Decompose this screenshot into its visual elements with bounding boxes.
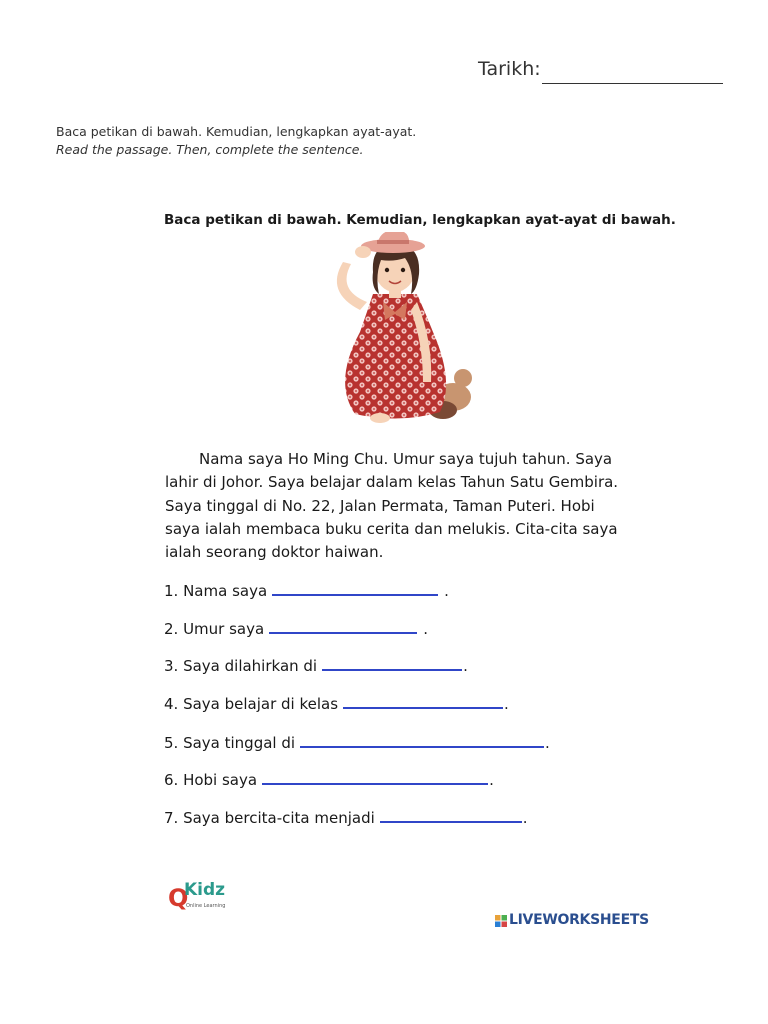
answer-blank-3[interactable]: [322, 655, 462, 671]
girl-illustration: [305, 232, 485, 427]
instruction-english: Read the passage. Then, complete the sentence.: [56, 142, 364, 157]
question-end: .: [423, 620, 428, 638]
qkidz-logo-name: Kidz: [184, 880, 226, 900]
question-7: [164, 807, 528, 827]
passage-line: lahir di Johor. Saya belajar dalam kelas Tahun Satu Gembira.: [165, 473, 619, 492]
question-1: [164, 580, 449, 600]
reading-passage: [165, 448, 619, 564]
answer-blank-2[interactable]: [269, 618, 417, 634]
question-text: 1. Nama saya: [164, 582, 268, 600]
question-text: 4. Saya belajar di kelas: [164, 695, 339, 713]
passage-line: saya ialah membaca buku cerita dan melukis. Cita-cita saya: [165, 519, 618, 538]
qkidz-logo: [168, 880, 238, 912]
question-5: [164, 732, 550, 752]
answer-blank-5[interactable]: [300, 732, 544, 748]
question-3: [164, 655, 468, 675]
question-end: .: [522, 809, 528, 827]
liveworksheets-icon: [495, 915, 507, 927]
question-text: 7. Saya bercita-cita menjadi: [164, 809, 375, 827]
liveworksheets-wordmark: LIVEWORKSHEETS: [509, 912, 649, 928]
instruction-malay: Baca petikan di bawah. Kemudian, lengkapkan ayat-ayat.: [56, 124, 417, 139]
question-end: .: [463, 657, 468, 675]
question-text: 5. Saya tinggal di: [164, 734, 296, 752]
question-4: [164, 693, 509, 713]
question-6: [164, 769, 494, 789]
answer-blank-4[interactable]: [343, 693, 503, 709]
date-label: Tarikh:: [478, 58, 541, 80]
answer-blank-6[interactable]: [262, 769, 488, 785]
answer-blank-7[interactable]: [380, 807, 522, 823]
question-end: .: [489, 771, 494, 789]
question-text: 3. Saya dilahirkan di: [164, 657, 318, 675]
worksheet-title: Baca petikan di bawah. Kemudian, lengkapkan ayat-ayat di bawah.: [164, 212, 676, 228]
answer-blank-1[interactable]: [272, 580, 438, 596]
passage-line: Nama saya Ho Ming Chu. Umur saya tujuh tahun. Saya: [199, 450, 613, 468]
qkidz-logo-q: Q: [168, 884, 189, 912]
passage-line: ialah seorang doktor haiwan.: [165, 543, 384, 562]
question-end: .: [545, 734, 550, 752]
question-text: 6. Hobi saya: [164, 771, 258, 789]
question-end: .: [444, 582, 449, 600]
question-end: .: [504, 695, 509, 713]
date-input-line[interactable]: [542, 83, 723, 84]
question-text: 2. Umur saya: [164, 620, 265, 638]
question-2: [164, 618, 428, 638]
passage-line: Saya tinggal di No. 22, Jalan Permata, Taman Puteri. Hobi: [165, 496, 595, 515]
qkidz-logo-subtitle: Online Learning: [186, 903, 226, 909]
